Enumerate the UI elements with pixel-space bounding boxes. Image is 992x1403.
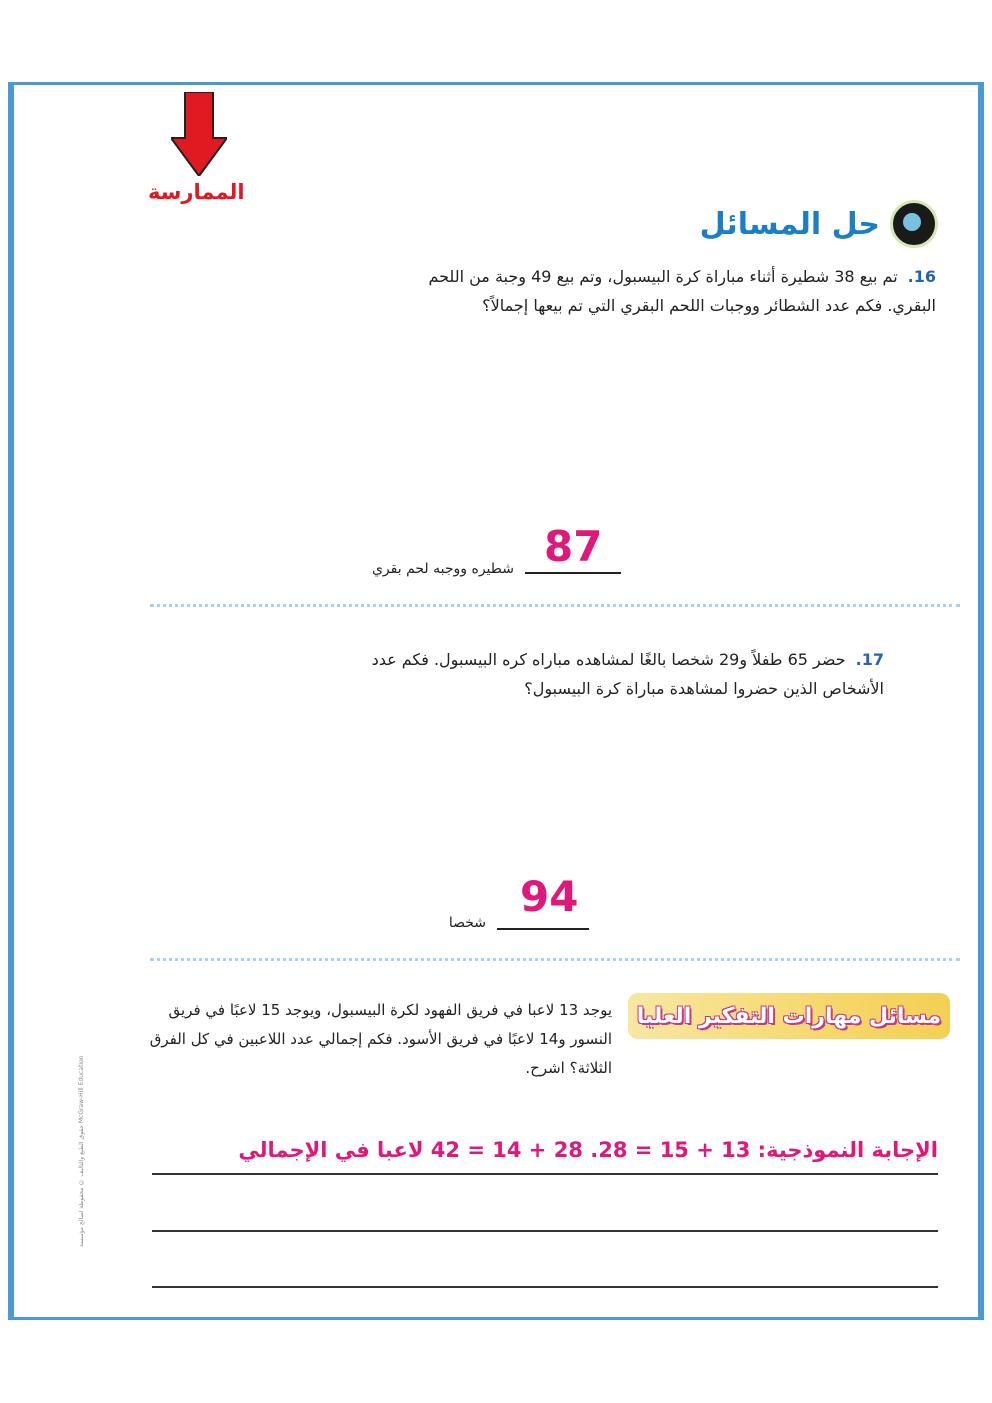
question-16 bbox=[376, 262, 936, 320]
writing-line bbox=[152, 1286, 938, 1288]
question-17 bbox=[324, 645, 884, 703]
answer-line bbox=[525, 572, 621, 574]
practice-label: الممارسة bbox=[148, 180, 245, 204]
question-text: تم بيع 38 شطيرة أثناء مباراة كرة البيسبول، وتم بيع 49 وجبة من اللحم البقري. فكم عدد الشطائر ووجبات اللحم البقري التي تم بيعها إجمالاً؟ bbox=[428, 267, 936, 315]
question-number: 16. bbox=[907, 267, 936, 286]
divider bbox=[150, 604, 960, 607]
divider bbox=[150, 958, 960, 961]
answer-value: 94 bbox=[520, 872, 579, 921]
section-title: حل المسائل bbox=[699, 206, 880, 242]
hots-banner-text: مسائل مهارات التفكير العليا bbox=[636, 1003, 942, 1029]
answer-value: 87 bbox=[544, 522, 603, 571]
answer-label: شخصا bbox=[448, 915, 486, 931]
question-text: حضر 65 طفلاً و29 شخصا بالغًا لمشاهده مباراه كره البيسبول. فكم عدد الأشخاص الذين حضروا لمشاهدة مباراة كرة البيسبول؟ bbox=[371, 650, 884, 698]
question-number: 17. bbox=[855, 650, 884, 669]
down-arrow-icon bbox=[171, 92, 227, 176]
hots-banner bbox=[628, 993, 950, 1039]
writing-line bbox=[152, 1173, 938, 1175]
model-answer: الإجابة النموذجية: 13 + 15 = 28. 28 + 14 = 42 لاعبا في الإجمالي bbox=[238, 1138, 938, 1162]
writing-line bbox=[152, 1230, 938, 1232]
section-header bbox=[700, 200, 938, 248]
hots-question-text: يوجد 13 لاعبا في فريق الفهود لكرة البيسبول، ويوجد 15 لاعبًا في فريق النسور و14 لاعبًا في فريق الأسود. فكم إجمالي عدد اللاعبين في كل الفرق الثلاثة؟ اشرح. bbox=[149, 1001, 612, 1077]
answer-line bbox=[497, 928, 589, 930]
globe-icon bbox=[890, 200, 938, 248]
copyright-note: حقوق الطبع والتأليف © محفوظة لصالح مؤسسة McGraw-Hill Education bbox=[78, 1055, 85, 1247]
answer-label: شطيره ووجبه لحم بقري bbox=[371, 561, 514, 577]
